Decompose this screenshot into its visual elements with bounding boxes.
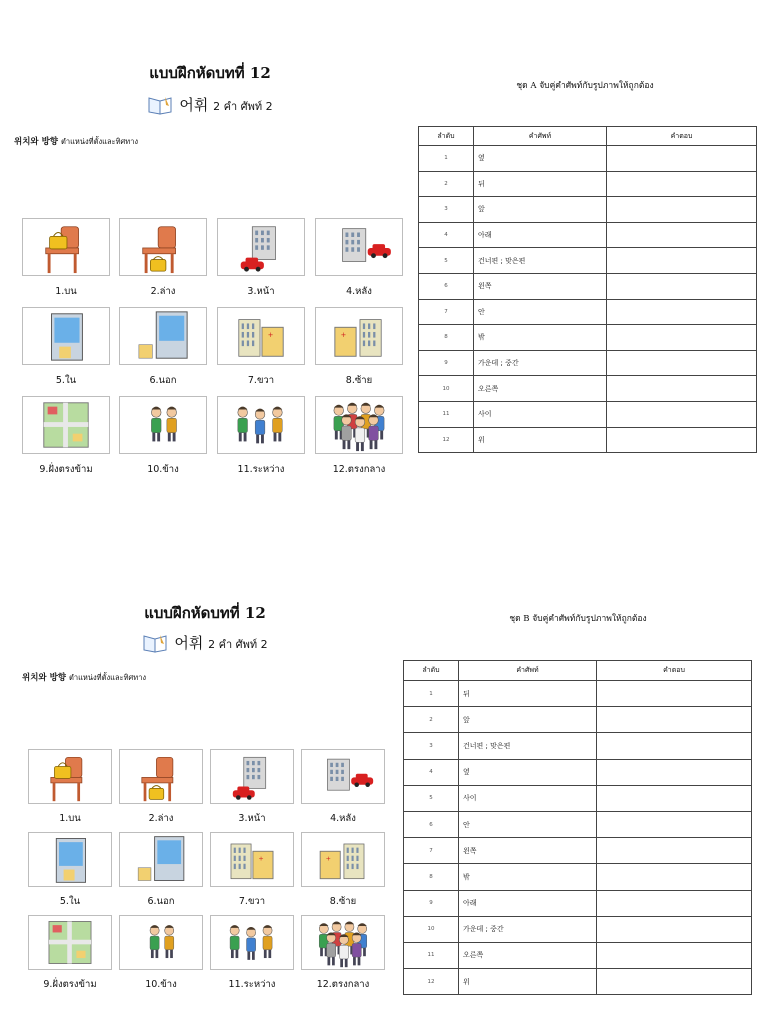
worksheet-title: แบบฝึกหัดบทที่ 12 xyxy=(144,604,266,622)
row-number: 6 xyxy=(419,273,474,299)
picture-caption: 11.ระหว่าง xyxy=(228,979,276,990)
table-row xyxy=(419,401,757,427)
opposite-side-map-icon xyxy=(23,397,109,453)
answer-table xyxy=(418,126,757,453)
vocab-word: 안 xyxy=(474,299,607,325)
picture-card xyxy=(28,832,112,887)
vocab-word: 왼쪽 xyxy=(459,838,597,864)
picture-card xyxy=(119,218,207,276)
chair-bag-under-icon xyxy=(120,219,206,275)
row-number: 7 xyxy=(419,299,474,325)
picture-card xyxy=(28,915,112,970)
building-left-icon xyxy=(316,308,402,364)
table-row xyxy=(419,427,757,453)
picture-card xyxy=(119,749,203,804)
chair-bag-on-icon xyxy=(23,219,109,275)
answer-cell[interactable] xyxy=(607,273,757,299)
subtitle-thai: 2 คำ ศัพท์ 2 xyxy=(208,638,268,651)
row-number: 9 xyxy=(404,890,459,916)
row-number: 1 xyxy=(404,681,459,707)
answer-cell[interactable] xyxy=(607,197,757,223)
section-heading-korean: 위치와 방향 xyxy=(14,137,59,147)
car-front-building-icon xyxy=(218,219,304,275)
answer-cell[interactable] xyxy=(607,299,757,325)
answer-cell[interactable] xyxy=(607,248,757,274)
answer-cell[interactable] xyxy=(597,811,752,837)
row-number: 9 xyxy=(419,350,474,376)
answer-cell[interactable] xyxy=(597,969,752,995)
building-left-icon xyxy=(302,833,384,886)
vocab-word: 옆 xyxy=(459,759,597,785)
picture-caption: 7.ขวา xyxy=(238,896,266,907)
picture-caption: 2.ล่าง xyxy=(150,286,176,297)
row-number: 6 xyxy=(404,811,459,837)
picture-caption: 10.ข้าง xyxy=(145,979,177,990)
section-heading-korean: 위치와 방향 xyxy=(22,673,67,683)
table-row xyxy=(404,733,752,759)
row-number: 5 xyxy=(419,248,474,274)
table-row xyxy=(419,146,757,172)
vocab-word: 위 xyxy=(459,969,597,995)
picture-card xyxy=(301,832,385,887)
vocab-word: 안 xyxy=(459,811,597,837)
table-row xyxy=(419,171,757,197)
row-number: 11 xyxy=(419,401,474,427)
picture-caption: 2.ล่าง xyxy=(148,813,174,824)
row-number: 12 xyxy=(419,427,474,453)
section-heading-thai: ตำแหน่งที่ตั้งและทิศทาง xyxy=(68,673,147,682)
vocab-word: 왼쪽 xyxy=(474,273,607,299)
vocab-word: 아래 xyxy=(474,222,607,248)
open-book-icon xyxy=(147,97,173,115)
answer-cell[interactable] xyxy=(607,401,757,427)
row-number: 4 xyxy=(419,222,474,248)
vocab-word: 사이 xyxy=(459,785,597,811)
answer-cell[interactable] xyxy=(607,171,757,197)
table-row xyxy=(419,299,757,325)
answer-cell[interactable] xyxy=(597,707,752,733)
picture-card xyxy=(210,749,294,804)
car-behind-building-icon xyxy=(302,750,384,803)
col-header-answer: คำตอบ xyxy=(607,127,757,146)
worksheet-subtitle xyxy=(110,94,310,115)
picture-caption: 6.นอก xyxy=(149,375,177,386)
answer-cell[interactable] xyxy=(597,890,752,916)
building-right-icon xyxy=(211,833,293,886)
row-number: 8 xyxy=(404,864,459,890)
picture-caption: 9.ฝั่งตรงข้าม xyxy=(39,464,93,475)
picture-caption: 12.ตรงกลาง xyxy=(316,979,370,990)
picture-caption: 3.หน้า xyxy=(238,813,266,824)
answer-cell[interactable] xyxy=(597,916,752,942)
row-number: 2 xyxy=(419,171,474,197)
table-row xyxy=(404,890,752,916)
row-number: 10 xyxy=(419,376,474,402)
answer-cell[interactable] xyxy=(597,785,752,811)
picture-caption: 5.ใน xyxy=(59,896,81,907)
picture-caption: 8.ซ้าย xyxy=(345,375,373,386)
vocab-word: 가운데 ; 중간 xyxy=(459,916,597,942)
picture-caption: 1.บน xyxy=(59,813,81,824)
picture-card xyxy=(22,218,110,276)
answer-cell[interactable] xyxy=(607,222,757,248)
section-heading-thai: ตำแหน่งที่ตั้งและทิศทาง xyxy=(60,137,139,146)
col-header-word: คำศัพท์ xyxy=(474,127,607,146)
chair-bag-under-icon xyxy=(120,750,202,803)
answer-cell[interactable] xyxy=(597,942,752,968)
col-header-word: คำศัพท์ xyxy=(459,661,597,681)
answer-cell[interactable] xyxy=(607,376,757,402)
picture-card xyxy=(119,832,203,887)
table-row xyxy=(404,681,752,707)
car-front-building-icon xyxy=(211,750,293,803)
picture-card xyxy=(315,396,403,454)
table-row xyxy=(404,811,752,837)
picture-card xyxy=(210,915,294,970)
worksheet-subtitle xyxy=(105,632,305,653)
table-row xyxy=(419,222,757,248)
vocab-word: 아래 xyxy=(459,890,597,916)
vocab-word: 오른쪽 xyxy=(459,942,597,968)
picture-caption: 9.ฝั่งตรงข้าม xyxy=(43,979,97,990)
car-behind-building-icon xyxy=(316,219,402,275)
table-row xyxy=(404,759,752,785)
subtitle-korean: 어휘 xyxy=(179,96,209,114)
table-row xyxy=(419,273,757,299)
picture-card xyxy=(315,218,403,276)
picture-card xyxy=(217,307,305,365)
crowd-center-icon xyxy=(316,397,402,453)
table-row xyxy=(419,325,757,351)
section-heading xyxy=(14,135,138,148)
picture-caption: 5.ใน xyxy=(55,375,77,386)
answer-table xyxy=(403,660,752,995)
row-number: 8 xyxy=(419,325,474,351)
answer-cell[interactable] xyxy=(607,350,757,376)
row-number: 5 xyxy=(404,785,459,811)
picture-card xyxy=(119,915,203,970)
picture-caption: 11.ระหว่าง xyxy=(237,464,285,475)
vocab-word: 밖 xyxy=(474,325,607,351)
building-right-icon xyxy=(218,308,304,364)
person-in-building-icon xyxy=(29,833,111,886)
vocab-word: 앞 xyxy=(459,707,597,733)
table-row xyxy=(404,916,752,942)
answer-cell[interactable] xyxy=(597,681,752,707)
picture-caption: 6.นอก xyxy=(147,896,175,907)
vocab-word: 건너편 ; 맞은편 xyxy=(459,733,597,759)
answer-cell[interactable] xyxy=(597,864,752,890)
table-row xyxy=(419,197,757,223)
picture-caption: 3.หน้า xyxy=(247,286,275,297)
vocab-word: 가운데 ; 중간 xyxy=(474,350,607,376)
answer-cell[interactable] xyxy=(607,146,757,172)
chair-bag-on-icon xyxy=(29,750,111,803)
row-number: 10 xyxy=(404,916,459,942)
picture-card xyxy=(210,832,294,887)
svg-text:+: + xyxy=(267,330,274,339)
table-row xyxy=(419,376,757,402)
picture-card xyxy=(22,307,110,365)
table-row xyxy=(404,785,752,811)
open-book-icon xyxy=(142,635,168,653)
table-row xyxy=(404,942,752,968)
picture-caption: 10.ข้าง xyxy=(147,464,179,475)
picture-card xyxy=(301,915,385,970)
picture-caption: 12.ตรงกลาง xyxy=(332,464,386,475)
picture-card xyxy=(119,307,207,365)
opposite-side-map-icon xyxy=(29,916,111,969)
three-people-between-icon xyxy=(211,916,293,969)
table-row xyxy=(404,969,752,995)
subtitle-korean: 어휘 xyxy=(174,634,204,652)
row-number: 12 xyxy=(404,969,459,995)
col-header-answer: คำตอบ xyxy=(597,661,752,681)
col-header-order: ลำดับ xyxy=(419,127,474,146)
table-row xyxy=(419,248,757,274)
picture-card xyxy=(28,749,112,804)
picture-caption: 4.หลัง xyxy=(346,286,372,297)
answer-cell[interactable] xyxy=(597,759,752,785)
vocab-word: 위 xyxy=(474,427,607,453)
svg-text:+: + xyxy=(340,330,347,339)
picture-caption: 7.ขวา xyxy=(247,375,275,386)
answer-cell[interactable] xyxy=(607,325,757,351)
vocab-word: 사이 xyxy=(474,401,607,427)
three-people-between-icon xyxy=(218,397,304,453)
vocab-word: 밖 xyxy=(459,864,597,890)
crowd-center-icon xyxy=(302,916,384,969)
answer-cell[interactable] xyxy=(607,427,757,453)
picture-card xyxy=(119,396,207,454)
picture-card xyxy=(301,749,385,804)
person-outside-building-icon xyxy=(120,833,202,886)
matching-instruction: ชุด B จับคู่คำศัพท์กับรูปภาพให้ถูกต้อง xyxy=(509,614,647,624)
table-row xyxy=(404,864,752,890)
table-row xyxy=(404,838,752,864)
two-people-side-icon xyxy=(120,397,206,453)
vocab-word: 오른쪽 xyxy=(474,376,607,402)
table-row xyxy=(404,707,752,733)
table-row xyxy=(419,350,757,376)
picture-card xyxy=(22,396,110,454)
col-header-order: ลำดับ xyxy=(404,661,459,681)
vocab-word: 앞 xyxy=(474,197,607,223)
svg-text:+: + xyxy=(325,854,331,863)
vocab-word: 옆 xyxy=(474,146,607,172)
row-number: 3 xyxy=(419,197,474,223)
section-heading xyxy=(22,671,146,684)
answer-cell[interactable] xyxy=(597,838,752,864)
row-number: 4 xyxy=(404,759,459,785)
person-outside-building-icon xyxy=(120,308,206,364)
matching-instruction: ชุด A จับคู่คำศัพท์กับรูปภาพให้ถูกต้อง xyxy=(516,81,654,91)
row-number: 1 xyxy=(419,146,474,172)
picture-card xyxy=(315,307,403,365)
picture-caption: 1.บน xyxy=(55,286,77,297)
picture-caption: 4.หลัง xyxy=(330,813,356,824)
answer-cell[interactable] xyxy=(597,733,752,759)
vocab-word: 건너편 ; 맞은편 xyxy=(474,248,607,274)
worksheet-title: แบบฝึกหัดบทที่ 12 xyxy=(149,64,271,82)
person-in-building-icon xyxy=(23,308,109,364)
row-number: 11 xyxy=(404,942,459,968)
svg-text:+: + xyxy=(258,854,264,863)
picture-card xyxy=(217,218,305,276)
picture-card xyxy=(217,396,305,454)
picture-caption: 8.ซ้าย xyxy=(329,896,357,907)
row-number: 7 xyxy=(404,838,459,864)
subtitle-thai: 2 คำ ศัพท์ 2 xyxy=(213,100,273,113)
vocab-word: 뒤 xyxy=(474,171,607,197)
row-number: 3 xyxy=(404,733,459,759)
row-number: 2 xyxy=(404,707,459,733)
vocab-word: 뒤 xyxy=(459,681,597,707)
two-people-side-icon xyxy=(120,916,202,969)
